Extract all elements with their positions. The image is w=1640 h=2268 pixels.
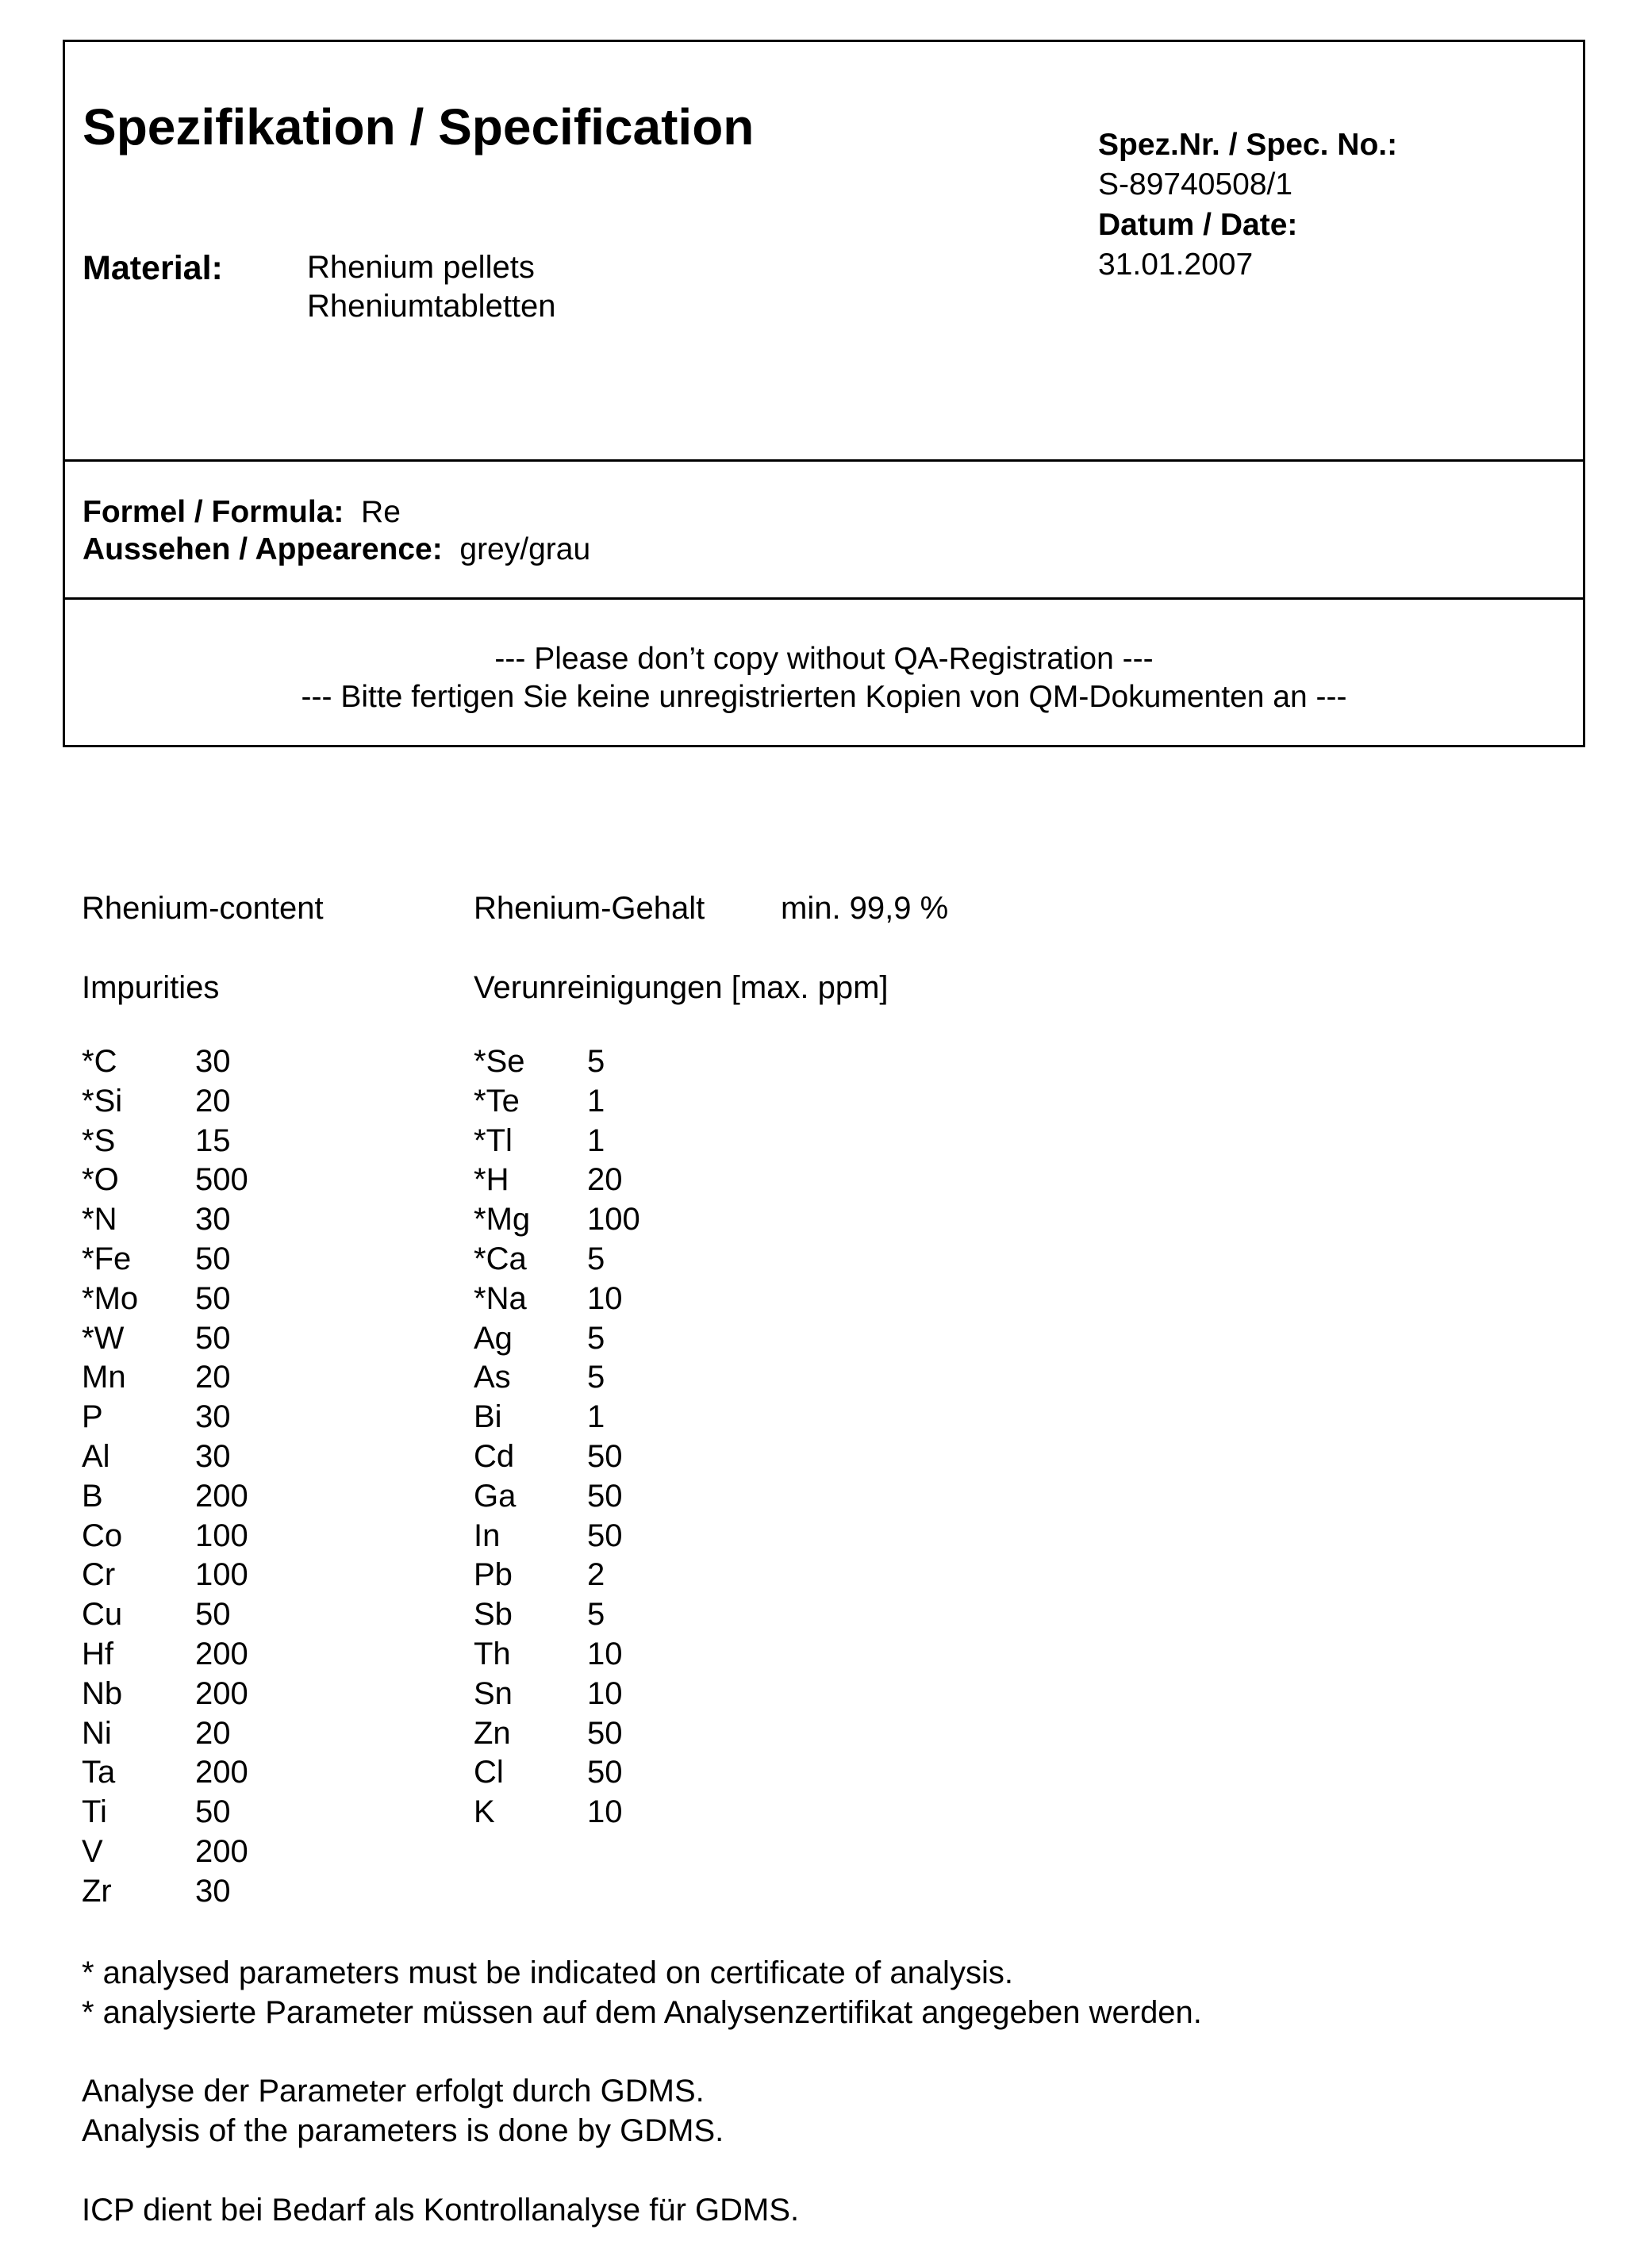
impurity-limit: 20 <box>195 1715 231 1751</box>
impurity-limit: 200 <box>195 1833 248 1869</box>
impurity-limit: 100 <box>195 1518 248 1553</box>
impurity-element: *Tl <box>474 1122 513 1158</box>
impurity-element: Ga <box>474 1478 517 1514</box>
impurity-limit: 30 <box>195 1399 231 1435</box>
impurity-limit: 5 <box>587 1320 605 1356</box>
section-divider <box>65 597 1583 600</box>
impurity-element: Sb <box>474 1597 513 1633</box>
impurity-limit: 1 <box>587 1083 605 1119</box>
material-name-en: Rhenium pellets <box>307 250 535 285</box>
note-analysed-en: * analysed parameters must be indicated on certificate of analysis. <box>82 1955 1013 1990</box>
impurity-element: Cl <box>474 1755 504 1790</box>
impurity-element: Bi <box>474 1399 502 1435</box>
impurity-element: As <box>474 1360 511 1395</box>
impurity-limit: 15 <box>195 1122 231 1158</box>
impurity-limit: 50 <box>195 1241 231 1276</box>
header-box <box>63 40 1585 747</box>
impurity-element: *N <box>82 1202 117 1238</box>
impurity-limit: 20 <box>195 1083 231 1119</box>
impurity-limit: 1 <box>587 1122 605 1158</box>
impurity-limit: 30 <box>195 1044 231 1079</box>
formula-value: Re <box>361 495 401 529</box>
impurity-limit: 200 <box>195 1675 248 1711</box>
appearance-row <box>83 534 590 565</box>
impurity-element: K <box>474 1794 495 1830</box>
date-value: 31.01.2007 <box>1098 248 1254 282</box>
content-value: min. 99,9 % <box>781 891 949 926</box>
formula-label: Formel / Formula: <box>83 495 344 529</box>
spec-number-value: S-89740508/1 <box>1098 167 1293 201</box>
impurity-element: *O <box>82 1162 119 1198</box>
impurity-limit: 20 <box>587 1162 623 1198</box>
impurity-element: Ni <box>82 1715 112 1751</box>
impurity-limit: 100 <box>587 1202 640 1238</box>
impurity-element: In <box>474 1518 501 1553</box>
impurity-limit: 10 <box>587 1794 623 1830</box>
impurity-element: Ta <box>82 1755 116 1790</box>
material-name-de: Rheniumtabletten <box>307 289 556 324</box>
content-label-en: Rhenium-content <box>82 891 324 926</box>
impurity-element: *S <box>82 1122 116 1158</box>
impurity-element: Sn <box>474 1675 513 1711</box>
material-label: Material: <box>83 249 223 287</box>
appearance-value: grey/grau <box>459 532 591 566</box>
impurity-limit: 2 <box>587 1557 605 1593</box>
impurity-element: *Na <box>474 1280 527 1316</box>
section-divider <box>65 459 1583 462</box>
impurity-element: Mn <box>82 1360 126 1395</box>
impurity-element: Nb <box>82 1675 123 1711</box>
impurity-element: *Mg <box>474 1202 531 1238</box>
impurity-element: *Ca <box>474 1241 527 1276</box>
impurity-limit: 50 <box>195 1280 231 1316</box>
impurity-element: B <box>82 1478 103 1514</box>
note-icp: ICP dient bei Bedarf als Kontrollanalyse für GDMS. <box>82 2193 800 2228</box>
impurity-element: Pb <box>474 1557 513 1593</box>
spec-number-label: Spez.Nr. / Spec. No.: <box>1098 128 1398 162</box>
content-label-de: Rhenium-Gehalt <box>474 891 705 926</box>
impurity-limit: 1 <box>587 1399 605 1435</box>
impurity-element: *Fe <box>82 1241 132 1276</box>
impurity-limit: 500 <box>195 1162 248 1198</box>
document-title: Spezifikation / Specification <box>83 98 755 155</box>
impurity-element: Zr <box>82 1873 112 1909</box>
impurity-element: Co <box>82 1518 123 1553</box>
note-method-de: Analyse der Parameter erfolgt durch GDMS. <box>82 2074 705 2109</box>
impurity-limit: 5 <box>587 1241 605 1276</box>
impurity-element: Al <box>82 1438 110 1474</box>
impurity-limit: 10 <box>587 1280 623 1316</box>
appearance-label: Aussehen / Appearence: <box>83 532 443 566</box>
impurity-element: *Mo <box>82 1280 139 1316</box>
impurity-element: Cd <box>474 1438 515 1474</box>
impurity-limit: 100 <box>195 1557 248 1593</box>
impurity-limit: 50 <box>587 1438 623 1474</box>
impurity-limit: 5 <box>587 1360 605 1395</box>
impurities-label-de: Verunreinigungen [max. ppm] <box>474 970 889 1005</box>
impurity-element: *Te <box>474 1083 520 1119</box>
impurity-element: Zn <box>474 1715 511 1751</box>
impurity-element: Th <box>474 1636 511 1671</box>
impurity-limit: 200 <box>195 1636 248 1671</box>
impurity-limit: 20 <box>195 1360 231 1395</box>
impurity-element: V <box>82 1833 103 1869</box>
impurity-limit: 50 <box>195 1320 231 1356</box>
impurity-element: *C <box>82 1044 117 1079</box>
impurity-limit: 200 <box>195 1478 248 1514</box>
impurity-element: *W <box>82 1320 125 1356</box>
impurity-element: *H <box>474 1162 509 1198</box>
impurity-element: Ag <box>474 1320 513 1356</box>
impurity-limit: 50 <box>587 1755 623 1790</box>
copy-notice-de: --- Bitte fertigen Sie keine unregistrierten Kopien von QM-Dokumenten an --- <box>301 680 1347 714</box>
copy-notice-en: --- Please don’t copy without QA-Registration --- <box>494 642 1154 676</box>
impurity-element: Ti <box>82 1794 107 1830</box>
impurity-limit: 50 <box>195 1597 231 1633</box>
impurity-limit: 5 <box>587 1044 605 1079</box>
impurity-element: *Se <box>474 1044 525 1079</box>
note-method-en: Analysis of the parameters is done by GDMS. <box>82 2113 724 2148</box>
impurity-element: Hf <box>82 1636 113 1671</box>
impurity-limit: 50 <box>587 1715 623 1751</box>
impurity-element: Cu <box>82 1597 123 1633</box>
impurities-label-en: Impurities <box>82 970 220 1005</box>
formula-row <box>83 497 401 528</box>
impurity-limit: 50 <box>195 1794 231 1830</box>
impurity-limit: 10 <box>587 1636 623 1671</box>
impurity-element: *Si <box>82 1083 123 1119</box>
note-analysed-de: * analysierte Parameter müssen auf dem Analysenzertifikat angegeben werden. <box>82 1995 1202 2030</box>
impurity-element: P <box>82 1399 103 1435</box>
impurity-limit: 200 <box>195 1755 248 1790</box>
impurity-limit: 50 <box>587 1518 623 1553</box>
impurity-limit: 50 <box>587 1478 623 1514</box>
impurity-limit: 10 <box>587 1675 623 1711</box>
impurity-limit: 30 <box>195 1438 231 1474</box>
impurity-limit: 30 <box>195 1202 231 1238</box>
impurity-element: Cr <box>82 1557 116 1593</box>
impurity-limit: 5 <box>587 1597 605 1633</box>
impurity-limit: 30 <box>195 1873 231 1909</box>
date-label: Datum / Date: <box>1098 208 1298 242</box>
